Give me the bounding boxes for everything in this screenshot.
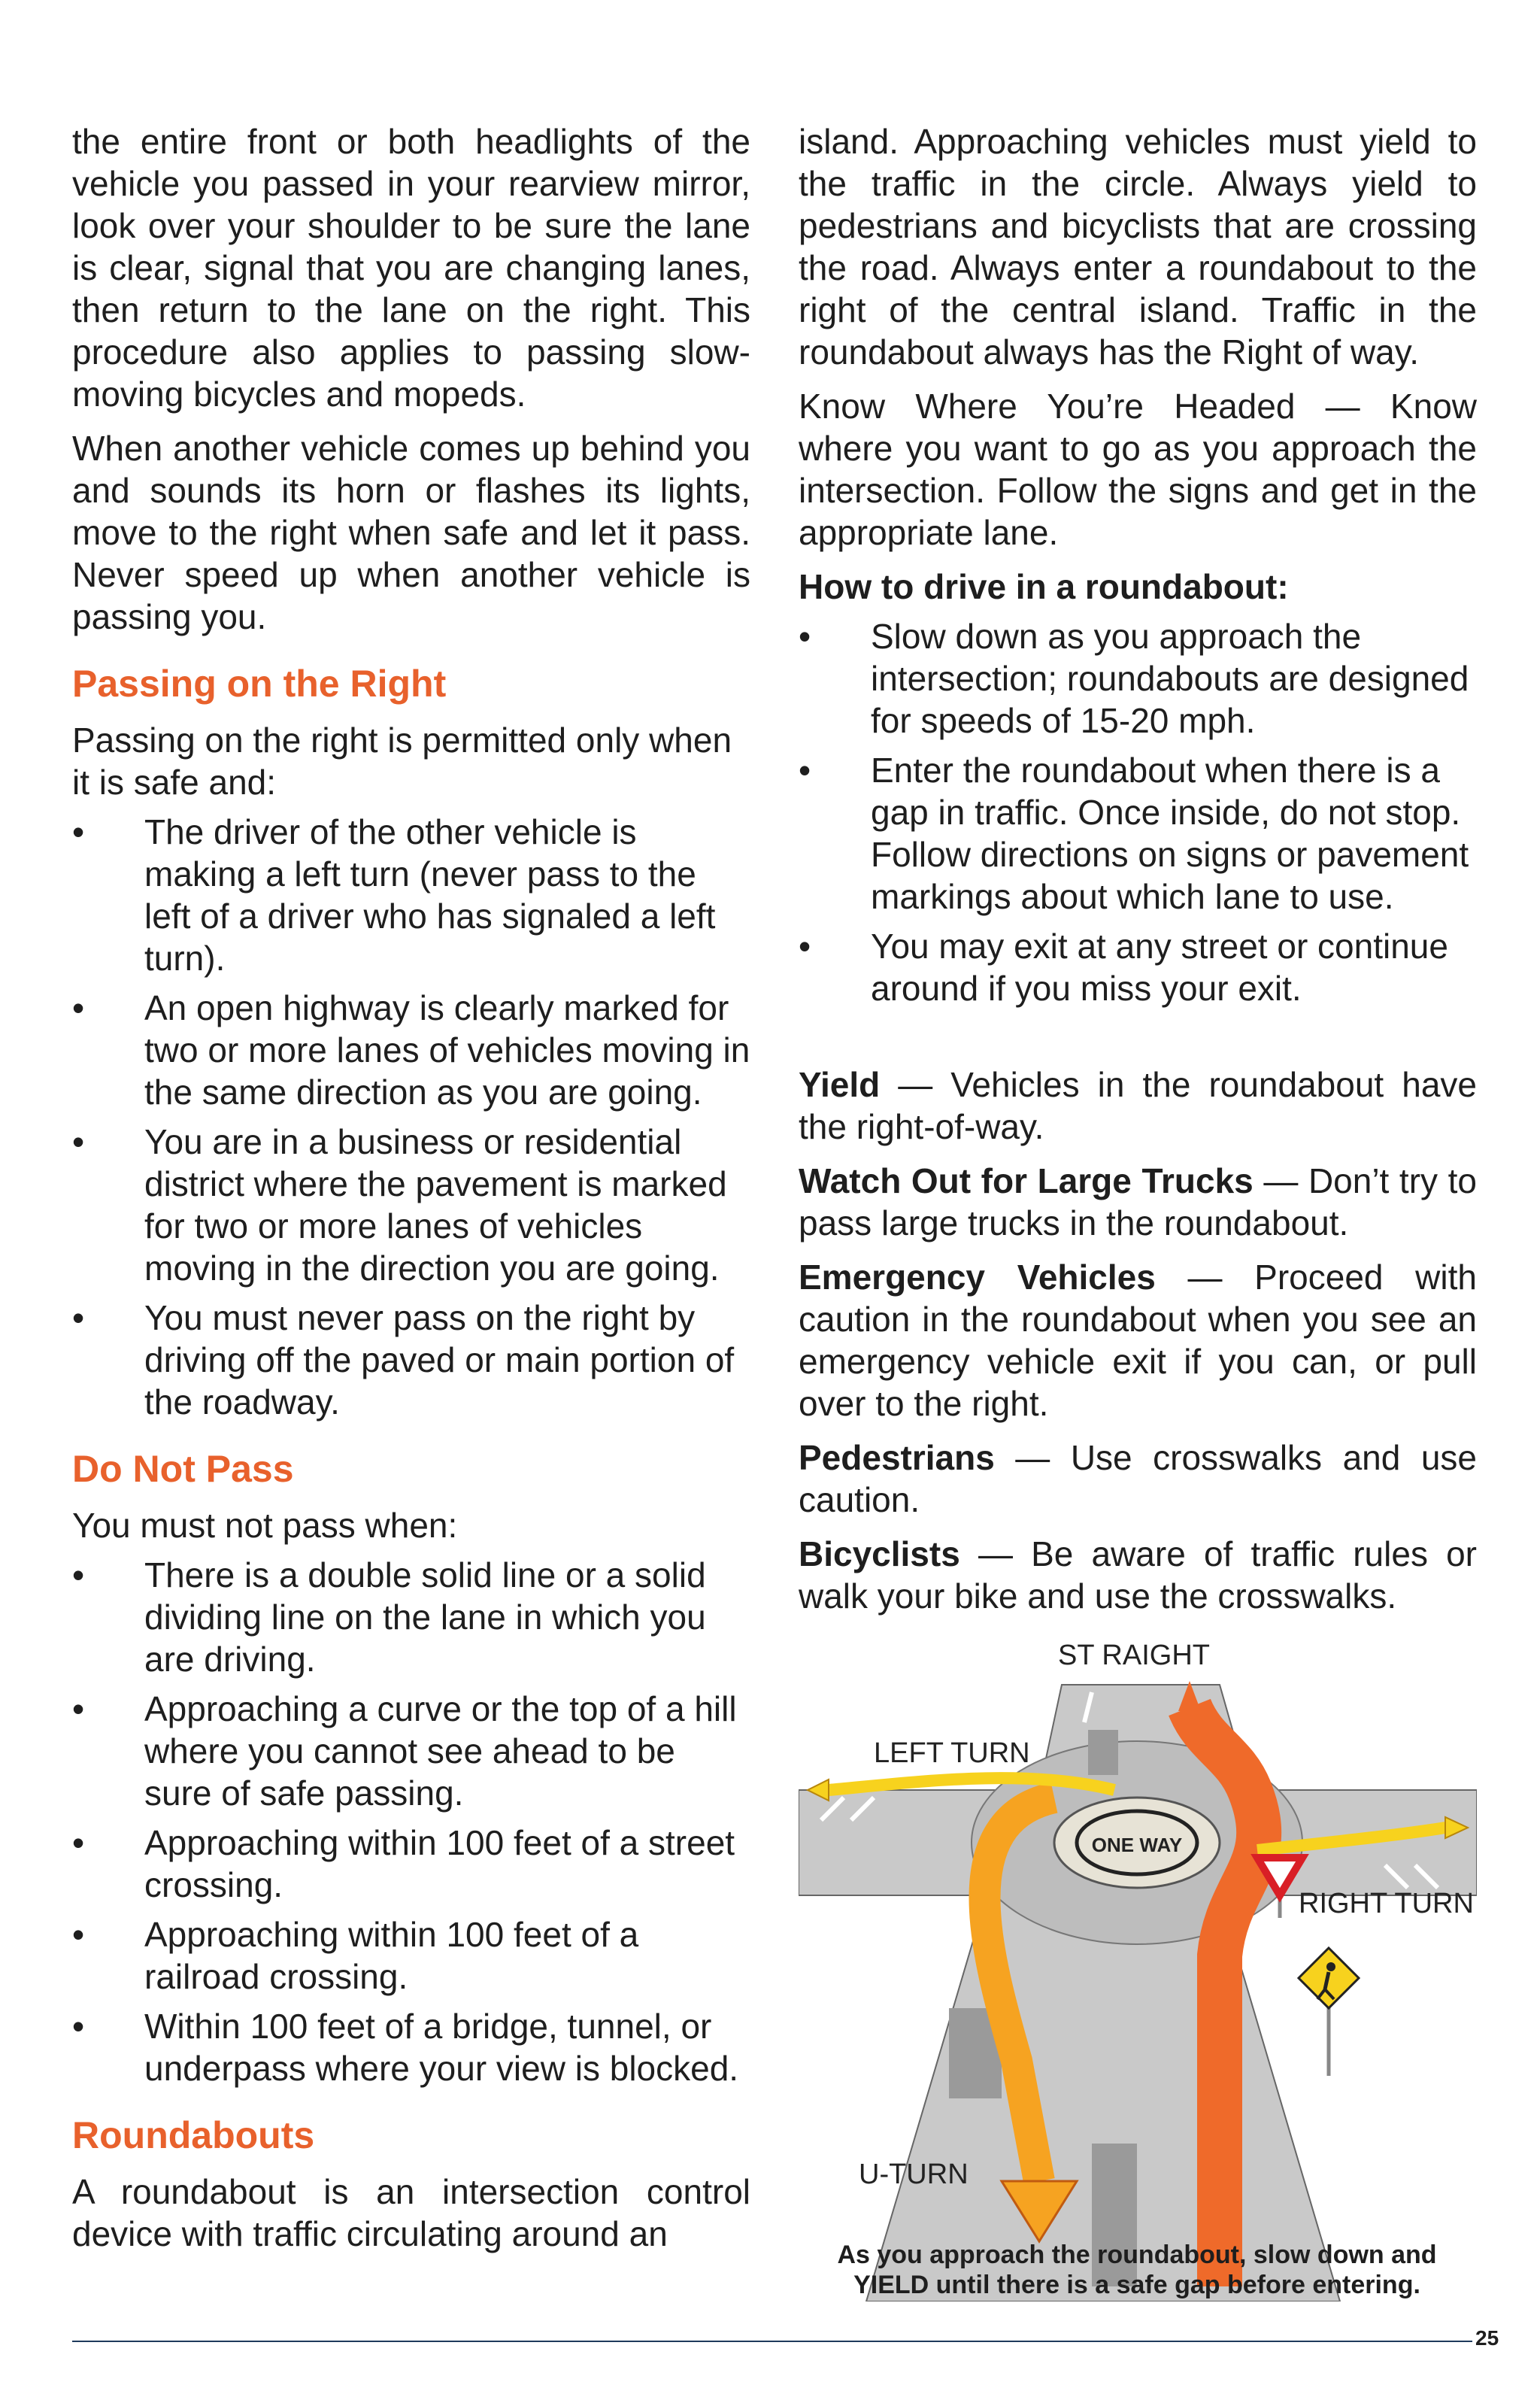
term-bicyclists — [799, 1533, 1477, 1617]
paragraph: A roundabout is an intersection control device with traffic circulating around an — [72, 2172, 750, 2253]
heading-how-to-drive: How to drive in a roundabout: — [799, 567, 1289, 606]
term-text: — Be aware of traffic rules or walk your bike and use the crosswalks. — [799, 1534, 1477, 1616]
passing-right-list — [72, 811, 750, 1423]
list-item: • The driver of the other vehicle is making a left turn (never pass to the left of a driver who has signaled a left turn). — [72, 811, 750, 979]
term-yield — [799, 1063, 1477, 1148]
term-text: — Don’t try to pass large trucks in the roundabout. — [799, 1161, 1477, 1242]
list-item: • There is a double solid line or a solid dividing line on the lane in which you are driving. — [72, 1554, 750, 1680]
paragraph: When another vehicle comes up behind you and sounds its horn or flashes its lights, move to the right when safe and let it pass. Never speed up when another vehicle is passing you. — [72, 429, 750, 636]
term-trucks — [799, 1160, 1477, 1244]
paragraph: Passing on the right is permitted only when it is safe and: — [72, 721, 732, 802]
paragraph: island. Approaching vehicles must yield to the traffic in the circle. Always yield to pedestrians and bicyclists that are crossing the road. Always enter a roundabout to the right of the central island. Traffic in the roundabout always has the Right of way. — [799, 122, 1477, 372]
left-column — [72, 120, 750, 2255]
list-item: • Approaching a curve or the top of a hill where you cannot see ahead to be sure of safe passing. — [72, 1688, 750, 1814]
page-number: 25 — [1475, 2326, 1499, 2350]
list-item: • An open highway is clearly marked for two or more lanes of vehicles moving in the same direction as you are going. — [72, 987, 750, 1113]
list-item: • Approaching within 100 feet of a street crossing. — [72, 1822, 750, 1906]
list-item: • Slow down as you approach the intersection; roundabouts are designed for speeds of 15-20 mph. — [799, 615, 1477, 742]
paragraph: You must not pass when: — [72, 1506, 458, 1545]
heading-passing-on-right: Passing on the Right — [72, 663, 447, 705]
left-turn-label: LEFT TURN — [874, 1737, 1030, 1769]
term-emergency — [799, 1256, 1477, 1425]
term-text: — Use crosswalks and use caution. — [799, 1438, 1477, 1519]
term-label: Emergency Vehicles — [799, 1258, 1156, 1297]
paragraph: Know Where You’re Headed — Know where you want to go as you approach the intersection. Follow the signs and get in the appropriate lane. — [799, 387, 1477, 552]
list-item: • You must never pass on the right by driving off the paved or main portion of the roadway. — [72, 1297, 750, 1423]
splitter-island — [1088, 1730, 1118, 1775]
list-item: • You are in a business or residential district where the pavement is marked for two or more lanes of vehicles moving in the direction you are going. — [72, 1121, 750, 1289]
one-way-text: ONE WAY — [1091, 1834, 1183, 1856]
list-item: • Within 100 feet of a bridge, tunnel, or underpass where your view is blocked. — [72, 2005, 750, 2089]
heading-do-not-pass: Do Not Pass — [72, 1448, 294, 1490]
diagram-caption: As you approach the roundabout, slow down and YIELD until there is a safe gap before entering. — [837, 2241, 1437, 2299]
right-column — [799, 120, 1477, 1617]
how-to-list — [799, 615, 1477, 1009]
term-text: — Proceed with caution in the roundabout when you see an emergency vehicle exit if you can, or pull over to the right. — [799, 1258, 1477, 1423]
paragraph: the entire front or both headlights of the vehicle you passed in your rearview mirror, look over your shoulder to be sure the lane is clear, signal that you are changing lanes, then return to the lane on the right. This procedure also applies to passing slow-moving bicycles and mopeds. — [72, 122, 750, 414]
u-turn-label: U-TURN — [859, 2159, 969, 2190]
list-item: • Approaching within 100 feet of a railroad crossing. — [72, 1913, 750, 1998]
heading-roundabouts: Roundabouts — [72, 2114, 315, 2156]
do-not-pass-list — [72, 1554, 750, 2089]
left-turn-path — [829, 1778, 1114, 1790]
term-pedestrians — [799, 1437, 1477, 1521]
term-label: Yield — [799, 1065, 881, 1104]
right-turn-label: RIGHT TURN — [1299, 1888, 1474, 1919]
term-label: Watch Out for Large Trucks — [799, 1161, 1254, 1200]
list-item: • Enter the roundabout when there is a gap in traffic. Once inside, do not stop. Follow directions on signs or pavement markings about which lane to use. — [799, 749, 1477, 918]
list-item: • You may exit at any street or continue around if you miss your exit. — [799, 925, 1477, 1009]
term-label: Pedestrians — [799, 1438, 995, 1477]
footer-rule — [72, 2341, 1472, 2342]
roundabout-diagram — [799, 1640, 1477, 2301]
straight-label: ST RAIGHT — [1058, 1640, 1210, 1671]
term-label: Bicyclists — [799, 1534, 960, 1573]
term-text: — Vehicles in the roundabout have the right-of-way. — [799, 1065, 1477, 1146]
